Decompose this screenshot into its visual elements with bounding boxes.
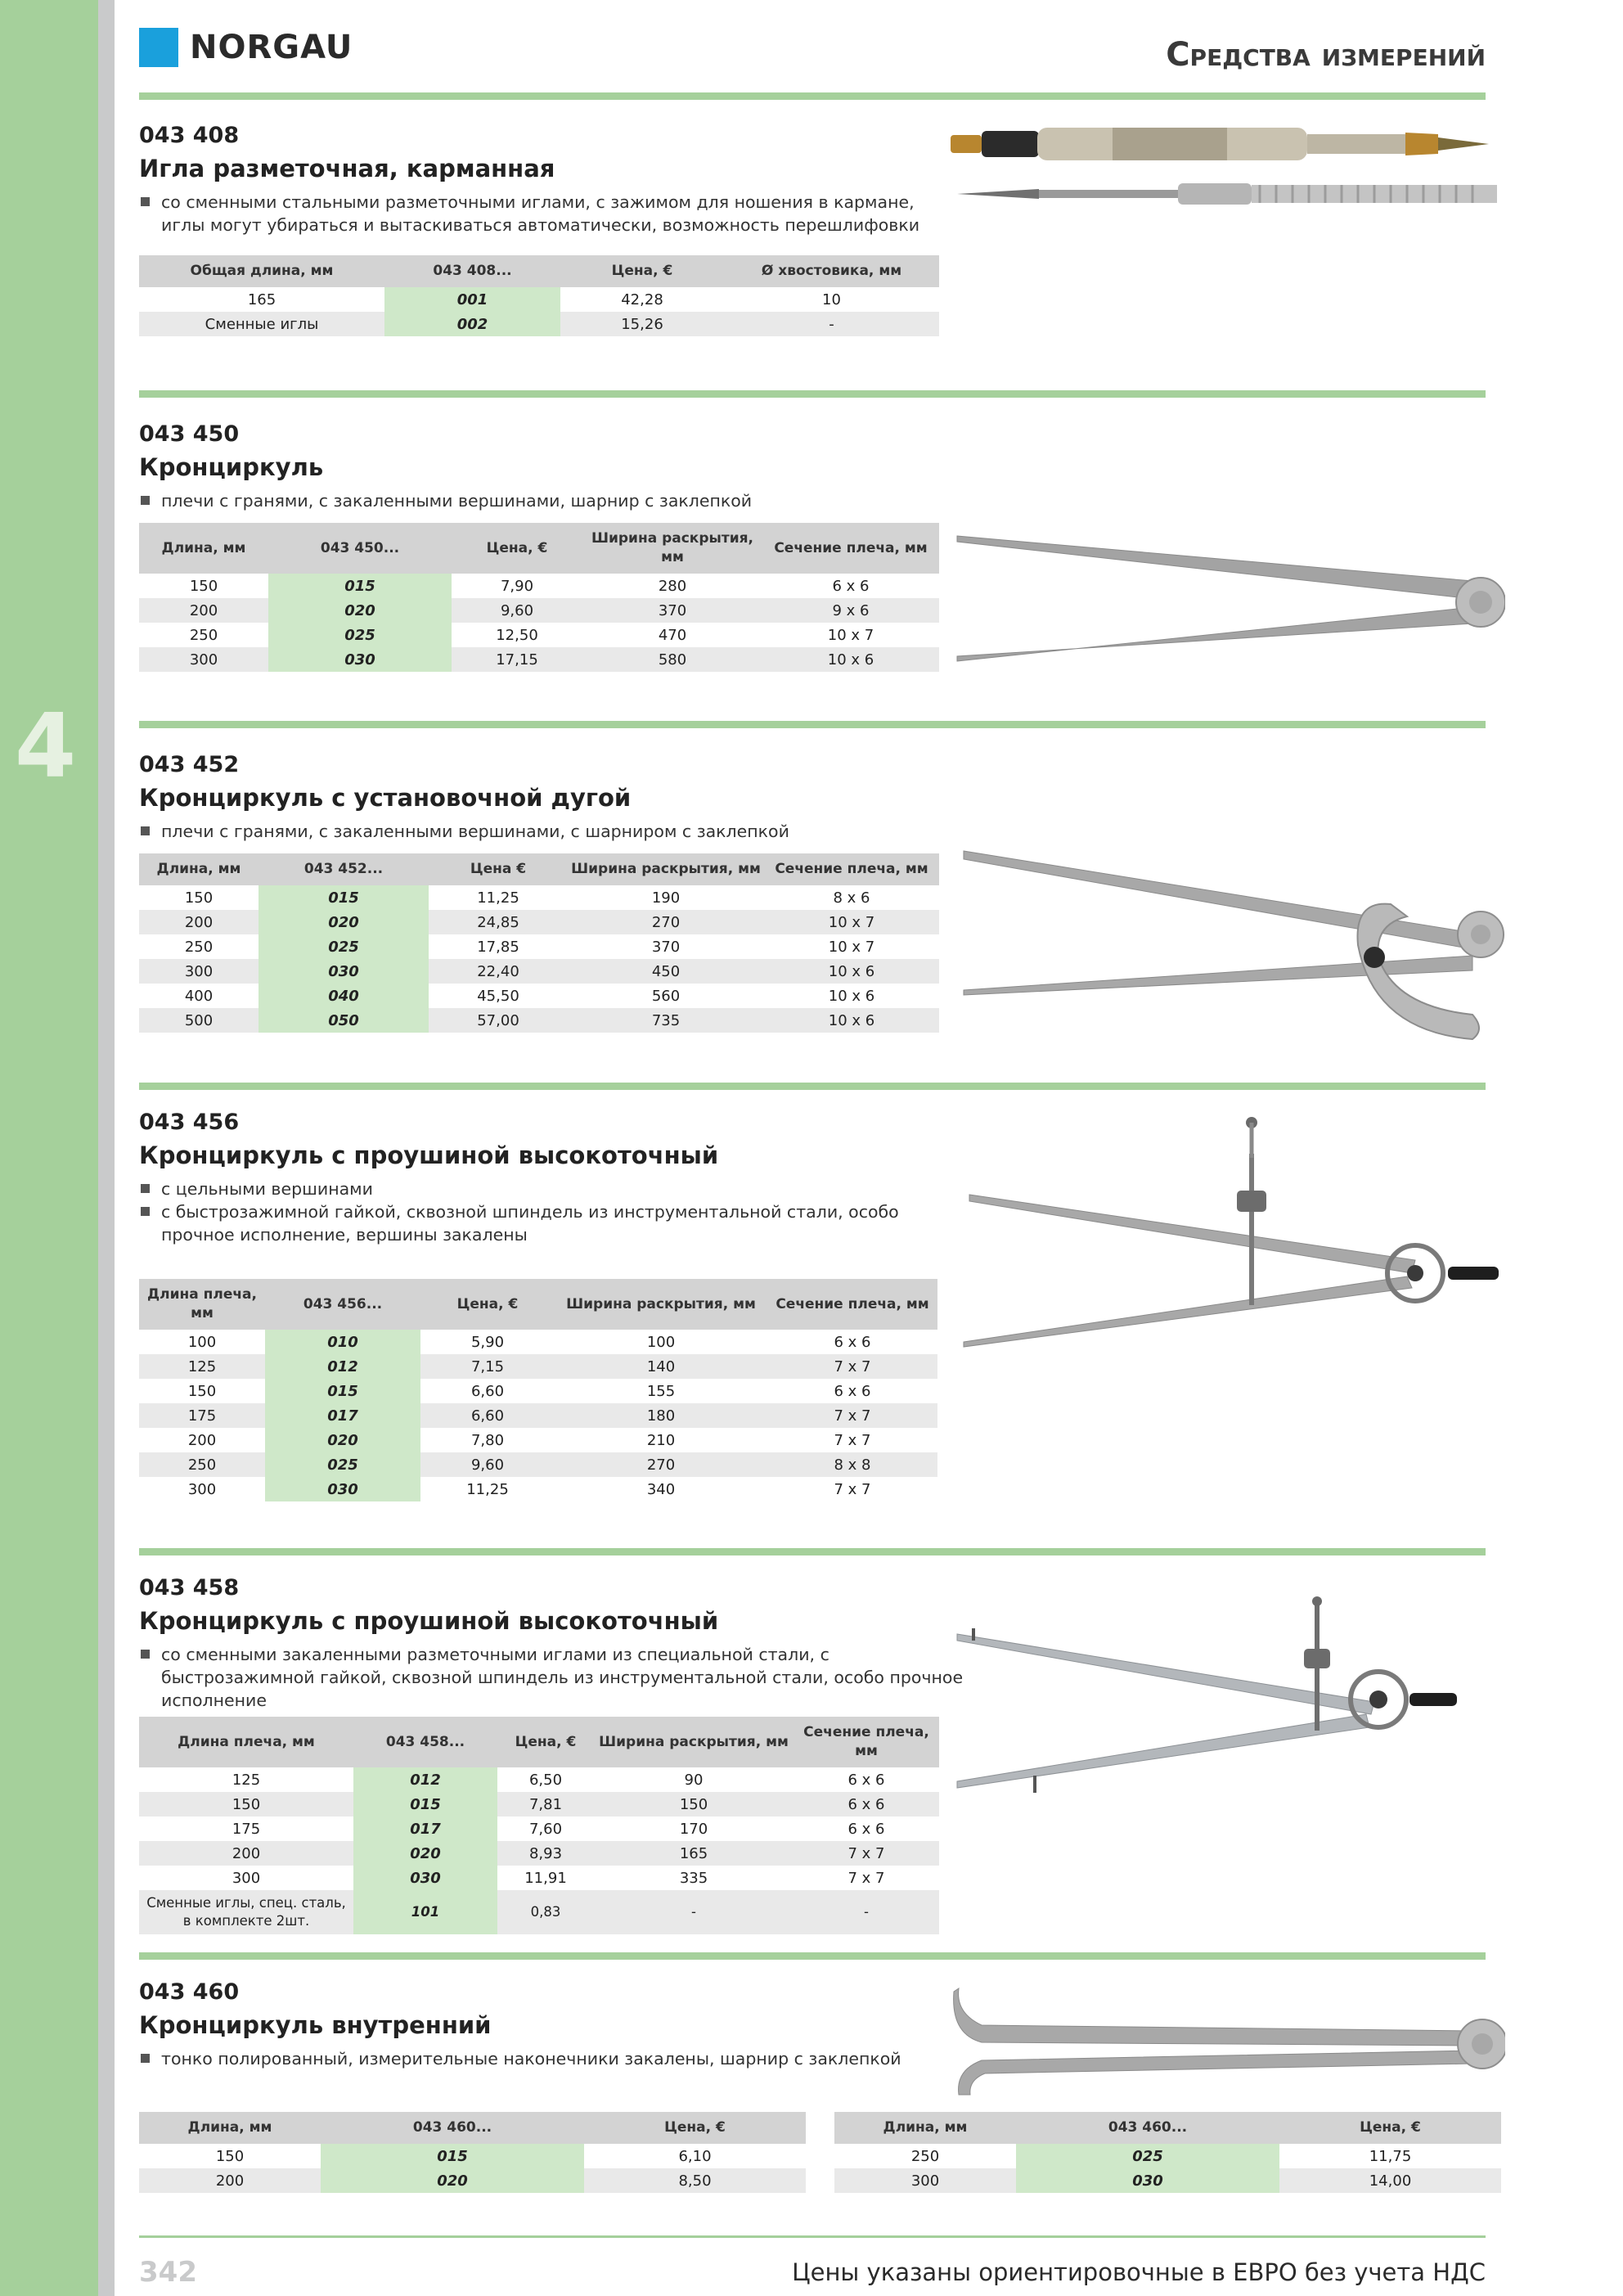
- side-gray-stripe: [98, 0, 115, 2296]
- table-row: [834, 2168, 1501, 2193]
- table-cell: 300: [834, 2168, 1016, 2193]
- column-header: Цена, €: [452, 523, 582, 574]
- table-cell: 280: [658, 577, 687, 595]
- table-row: [139, 1817, 939, 1841]
- price-cell: 17,15: [452, 647, 582, 672]
- price-cell: 7,90: [500, 577, 534, 595]
- article-cell: 040: [259, 984, 429, 1008]
- feature-item: со сменными закаленными разметочными иглами из специальной стали, с быстрозажимной гайкой, сквозной шпиндель из инструментальной стали, особо прочное исполнение: [139, 1643, 965, 1712]
- table-cell: 180: [555, 1403, 767, 1428]
- article-cell: 025: [259, 934, 429, 959]
- feature-item: с быстрозажимной гайкой, сквозной шпиндель из инструментальной стали, особо прочное исполнение, вершины закалены: [139, 1200, 924, 1246]
- table-cell: Сменные иглы: [139, 312, 384, 336]
- price-cell: 7,60: [528, 1820, 563, 1838]
- table-cell: 10 x 7: [764, 910, 939, 934]
- article-cell: 017: [265, 1403, 420, 1428]
- article-cell: 015: [353, 1792, 497, 1817]
- table-cell: 450: [568, 959, 764, 984]
- spec-table-043450: [139, 523, 939, 672]
- column-header: Длина плеча, мм: [139, 1717, 353, 1767]
- table-cell: 6 x 6: [794, 1792, 939, 1817]
- spring-caliper-image: [949, 1113, 1505, 1358]
- column-header: Сечение плеча, мм: [762, 523, 939, 574]
- price-cell: 0,83: [497, 1890, 594, 1934]
- article-cell: 030: [265, 1477, 420, 1501]
- article-cell: 015: [265, 1379, 420, 1403]
- table-cell: 100: [646, 1333, 676, 1351]
- column-header: Ширина раскрытия, мм: [568, 853, 764, 885]
- section-divider: [139, 1952, 1486, 1960]
- table-row: [139, 647, 939, 672]
- table-cell: 6 x 6: [832, 577, 870, 595]
- price-cell: 6,60: [470, 1382, 505, 1400]
- bullet-square-icon: [141, 1207, 150, 1216]
- caliper-image: [949, 524, 1505, 671]
- table-cell: 400: [184, 987, 214, 1005]
- table-cell: 10 x 6: [828, 987, 875, 1005]
- table-row: [139, 623, 939, 647]
- bullet-square-icon: [141, 1650, 150, 1659]
- table-row: [139, 312, 939, 336]
- table-cell: 150: [139, 1792, 353, 1817]
- article-cell: 020: [259, 910, 429, 934]
- table-row: [139, 934, 939, 959]
- table-row: [139, 574, 939, 598]
- table-cell: 250: [139, 1452, 265, 1477]
- table-row: [139, 1452, 937, 1477]
- product-code: 043 456: [139, 1110, 240, 1135]
- price-cell: 8,50: [584, 2168, 806, 2193]
- column-header: 043 460...: [321, 2112, 584, 2144]
- table-cell: 10 x 6: [762, 647, 939, 672]
- bullet-square-icon: [141, 496, 150, 505]
- table-cell: 150: [189, 577, 218, 595]
- column-header: Цена, €: [497, 1717, 594, 1767]
- table-row: [139, 1792, 939, 1817]
- table-cell: 10 x 7: [828, 938, 875, 956]
- table-cell: 250: [910, 2147, 940, 2165]
- table-cell: -: [594, 1890, 794, 1934]
- table-cell: -: [794, 1890, 939, 1934]
- section-divider: [139, 1083, 1486, 1090]
- table-header-row: [139, 853, 939, 885]
- table-cell: 165: [247, 290, 276, 308]
- table-cell: 7 x 7: [834, 1480, 871, 1498]
- scribing-caliper-image: [949, 1591, 1505, 1812]
- column-header: 043 450...: [268, 523, 452, 574]
- column-header: 043 408...: [384, 255, 560, 287]
- spec-table-043460-left: [139, 2112, 806, 2193]
- caliper-with-arc-image: [949, 843, 1505, 1072]
- column-header: Сечение плеча, мм: [767, 1279, 937, 1330]
- product-name: Кронциркуль с проушиной высокоточный: [139, 1141, 719, 1169]
- product-section-043452: [139, 752, 1486, 843]
- article-cell: 030: [1016, 2168, 1279, 2193]
- table-cell: 150: [594, 1792, 794, 1817]
- table-body: [139, 885, 939, 1033]
- brand-name: NORGAU: [190, 29, 353, 66]
- table-cell: 10 x 6: [764, 959, 939, 984]
- article-cell: 015: [268, 574, 452, 598]
- product-code: 043 408: [139, 123, 240, 148]
- table-cell: 200: [187, 1431, 217, 1449]
- table-cell: 200: [139, 598, 268, 623]
- table-row: [139, 1379, 937, 1403]
- table-cell: 370: [582, 598, 762, 623]
- table-cell: 190: [651, 889, 681, 907]
- table-header-row: [139, 1717, 939, 1767]
- table-cell: 100: [187, 1333, 217, 1351]
- price-cell: 42,28: [621, 290, 663, 308]
- table-body: [139, 1330, 937, 1501]
- table-cell: 200: [139, 1841, 353, 1866]
- spec-table-043460-right: [834, 2112, 1501, 2193]
- article-cell: 015: [321, 2144, 584, 2168]
- table-row: [139, 1890, 939, 1934]
- table-cell: 6 x 6: [847, 1771, 885, 1789]
- table-cell: 165: [594, 1841, 794, 1866]
- table-row: [139, 984, 939, 1008]
- price-cell: 7,81: [497, 1792, 594, 1817]
- column-header: Сечение плеча, мм: [794, 1717, 939, 1767]
- price-cell: 7,15: [420, 1354, 555, 1379]
- price-cell: 12,50: [496, 626, 538, 644]
- page-title: Средства измерений: [1166, 36, 1486, 74]
- column-header: Ширина раскрытия, мм: [594, 1717, 794, 1767]
- column-header: Длина, мм: [139, 853, 259, 885]
- table-body: [139, 1767, 939, 1934]
- product-name: Кронциркуль: [139, 453, 324, 481]
- article-cell: 002: [384, 312, 560, 336]
- table-row: [139, 1330, 937, 1354]
- table-cell: 6 x 6: [847, 1820, 885, 1838]
- table-cell: 140: [555, 1354, 767, 1379]
- price-cell: 45,50: [477, 987, 519, 1005]
- table-cell: 150: [187, 1382, 217, 1400]
- product-name: Кронциркуль с проушиной высокоточный: [139, 1607, 719, 1635]
- table-cell: 300: [139, 647, 268, 672]
- feature-list: [139, 1643, 965, 1712]
- table-cell: 125: [139, 1354, 265, 1379]
- feature-item: плечи с гранями, с закаленными вершинами, шарнир с заклепкой: [139, 489, 1486, 512]
- table-cell: 10 x 6: [764, 1008, 939, 1033]
- price-cell: 6,50: [528, 1771, 563, 1789]
- article-cell: 012: [353, 1767, 497, 1792]
- inside-caliper-image: [949, 1980, 1505, 2103]
- column-header: 043 458...: [353, 1717, 497, 1767]
- column-header: Цена, €: [584, 2112, 806, 2144]
- price-cell: 15,26: [560, 312, 724, 336]
- table-cell: 150: [215, 2147, 245, 2165]
- table-header-row: [139, 2112, 806, 2144]
- price-cell: 9,60: [420, 1452, 555, 1477]
- table-row: [834, 2144, 1501, 2168]
- price-cell: 11,91: [524, 1869, 567, 1887]
- price-cell: 11,75: [1369, 2147, 1412, 2165]
- article-cell: 020: [321, 2168, 584, 2193]
- bullet-square-icon: [141, 1184, 150, 1193]
- feature-item: с цельными вершинами: [139, 1177, 924, 1200]
- article-cell: 030: [353, 1866, 497, 1890]
- bullet-square-icon: [141, 2054, 150, 2063]
- table-cell: 7 x 7: [847, 1869, 885, 1887]
- column-header: Ширина раскрытия, мм: [555, 1279, 767, 1330]
- bullet-square-icon: [141, 197, 150, 206]
- table-cell: Сменные иглы, спец. сталь, в комплекте 2шт.: [139, 1890, 353, 1934]
- table-row: [139, 1866, 939, 1890]
- article-cell: 020: [265, 1428, 420, 1452]
- column-header: 043 460...: [1016, 2112, 1279, 2144]
- table-header-row: [139, 523, 939, 574]
- table-row: [139, 598, 939, 623]
- table-row: [139, 910, 939, 934]
- feature-list: [139, 489, 1486, 512]
- table-cell: 7 x 7: [767, 1354, 937, 1379]
- table-row: [139, 1403, 937, 1428]
- column-header: Ø хвостовика, мм: [724, 255, 939, 287]
- table-body: [139, 2144, 806, 2193]
- product-name: Кронциркуль с установочной дугой: [139, 784, 632, 812]
- table-body: [834, 2144, 1501, 2193]
- article-cell: 012: [265, 1354, 420, 1379]
- product-code: 043 458: [139, 1575, 240, 1600]
- price-cell: 5,90: [470, 1333, 505, 1351]
- product-name: Игла разметочная, карманная: [139, 155, 555, 182]
- article-cell: 001: [384, 287, 560, 312]
- table-cell: 300: [139, 959, 259, 984]
- header-divider: [139, 92, 1486, 100]
- price-cell: 6,10: [678, 2147, 712, 2165]
- product-code: 043 452: [139, 752, 240, 777]
- section-divider: [139, 721, 1486, 728]
- spec-table-043458: [139, 1717, 939, 1934]
- table-header-row: [139, 255, 939, 287]
- table-cell: 155: [646, 1382, 676, 1400]
- table-cell: 250: [184, 938, 214, 956]
- feature-list: [139, 1177, 924, 1246]
- column-header: Ширина раскрытия, мм: [582, 523, 762, 574]
- table-cell: 6 x 6: [834, 1333, 871, 1351]
- table-row: [139, 885, 939, 910]
- table-row: [139, 1767, 939, 1792]
- table-cell: 335: [679, 1869, 708, 1887]
- table-row: [139, 1008, 939, 1033]
- article-cell: 017: [353, 1817, 497, 1841]
- footer-divider: [139, 2235, 1486, 2238]
- table-cell: 8 x 8: [767, 1452, 937, 1477]
- price-cell: 7,80: [470, 1431, 505, 1449]
- column-header: Цена, €: [420, 1279, 555, 1330]
- table-cell: 270: [555, 1452, 767, 1477]
- table-cell: 500: [139, 1008, 259, 1033]
- article-cell: 030: [259, 959, 429, 984]
- column-header: Цена €: [429, 853, 568, 885]
- table-cell: 6 x 6: [834, 1382, 871, 1400]
- table-cell: 580: [582, 647, 762, 672]
- spec-table-043408: [139, 255, 939, 336]
- table-row: [139, 2144, 806, 2168]
- table-row: [139, 1477, 937, 1501]
- table-cell: 175: [232, 1820, 261, 1838]
- price-cell: 17,85: [477, 938, 519, 956]
- table-cell: 210: [646, 1431, 676, 1449]
- product-name: Кронциркуль внутренний: [139, 2011, 492, 2039]
- table-cell: 735: [568, 1008, 764, 1033]
- logo-square-icon: [139, 28, 178, 67]
- table-cell: 270: [568, 910, 764, 934]
- article-cell: 015: [259, 885, 429, 910]
- column-header: Сечение плеча, мм: [764, 853, 939, 885]
- feature-item: плечи с гранями, с закаленными вершинами, с шарниром с заклепкой: [139, 820, 1486, 843]
- table-header-row: [139, 1279, 937, 1330]
- table-cell: 7 x 7: [834, 1431, 871, 1449]
- table-cell: 90: [684, 1771, 704, 1789]
- table-cell: 10: [822, 290, 841, 308]
- article-cell: 101: [353, 1890, 497, 1934]
- page-number: 342: [139, 2256, 197, 2289]
- price-cell: 6,60: [420, 1403, 555, 1428]
- column-header: Цена, €: [560, 255, 724, 287]
- table-cell: 200: [139, 910, 259, 934]
- column-header: Длина, мм: [834, 2112, 1016, 2144]
- table-cell: 10 x 7: [827, 626, 874, 644]
- chapter-number: 4: [15, 696, 77, 798]
- table-cell: 300: [187, 1480, 217, 1498]
- bullet-square-icon: [141, 826, 150, 835]
- column-header: Длина, мм: [139, 2112, 321, 2144]
- table-cell: 470: [658, 626, 687, 644]
- table-cell: 300: [232, 1869, 261, 1887]
- price-cell: 22,40: [429, 959, 568, 984]
- price-cell: 24,85: [429, 910, 568, 934]
- price-cell: 14,00: [1279, 2168, 1501, 2193]
- feature-item: тонко полированный, измерительные наконечники закалены, шарнир с заклепкой: [139, 2047, 1486, 2070]
- product-code: 043 450: [139, 421, 240, 447]
- feature-list: [139, 820, 1486, 843]
- chapter-side-band: [0, 0, 98, 2296]
- feature-list: [139, 191, 957, 236]
- brand-logo: [139, 28, 353, 67]
- price-note: Цены указаны ориентировочные в ЕВРО без учета НДС: [792, 2258, 1486, 2286]
- product-code: 043 460: [139, 1979, 240, 2005]
- table-header-row: [834, 2112, 1501, 2144]
- table-body: [139, 574, 939, 672]
- table-cell: 200: [139, 2168, 321, 2193]
- column-header: Длина плеча, мм: [139, 1279, 265, 1330]
- section-divider: [139, 1548, 1486, 1555]
- product-section-043450: [139, 421, 1486, 512]
- table-cell: 8 x 6: [833, 889, 870, 907]
- table-row: [139, 959, 939, 984]
- table-cell: 125: [232, 1771, 261, 1789]
- table-cell: 175: [139, 1403, 265, 1428]
- table-cell: 7 x 7: [767, 1403, 937, 1428]
- spec-table-043456: [139, 1279, 937, 1501]
- price-cell: 11,25: [477, 889, 519, 907]
- table-cell: 9 x 6: [762, 598, 939, 623]
- table-cell: 150: [184, 889, 214, 907]
- table-row: [139, 2168, 806, 2193]
- article-cell: 020: [268, 598, 452, 623]
- table-cell: 7 x 7: [794, 1841, 939, 1866]
- article-cell: 020: [353, 1841, 497, 1866]
- table-cell: 170: [679, 1820, 708, 1838]
- feature-item: со сменными стальными разметочными иглами, с зажимом для ношения в кармане, иглы могут убираться и вытаскиваться автоматически, возможность перешлифовки: [139, 191, 957, 236]
- table-cell: 250: [189, 626, 218, 644]
- article-cell: 025: [268, 623, 452, 647]
- table-cell: 560: [651, 987, 681, 1005]
- table-cell: 340: [646, 1480, 676, 1498]
- table-cell: -: [724, 312, 939, 336]
- column-header: Цена, €: [1279, 2112, 1501, 2144]
- article-cell: 050: [259, 1008, 429, 1033]
- table-row: [139, 1354, 937, 1379]
- column-header: Длина, мм: [139, 523, 268, 574]
- price-cell: 11,25: [466, 1480, 509, 1498]
- price-cell: 57,00: [429, 1008, 568, 1033]
- article-cell: 025: [1016, 2144, 1279, 2168]
- price-cell: 8,93: [497, 1841, 594, 1866]
- column-header: Общая длина, мм: [139, 255, 384, 287]
- article-cell: 030: [268, 647, 452, 672]
- article-cell: 025: [265, 1452, 420, 1477]
- price-cell: 9,60: [452, 598, 582, 623]
- spec-table-043452: [139, 853, 939, 1033]
- article-cell: 010: [265, 1330, 420, 1354]
- table-row: [139, 287, 939, 312]
- table-row: [139, 1841, 939, 1866]
- table-cell: 370: [651, 938, 681, 956]
- section-divider: [139, 390, 1486, 398]
- column-header: 043 452...: [259, 853, 429, 885]
- scriber-image: [949, 115, 1505, 229]
- column-header: 043 456...: [265, 1279, 420, 1330]
- table-row: [139, 1428, 937, 1452]
